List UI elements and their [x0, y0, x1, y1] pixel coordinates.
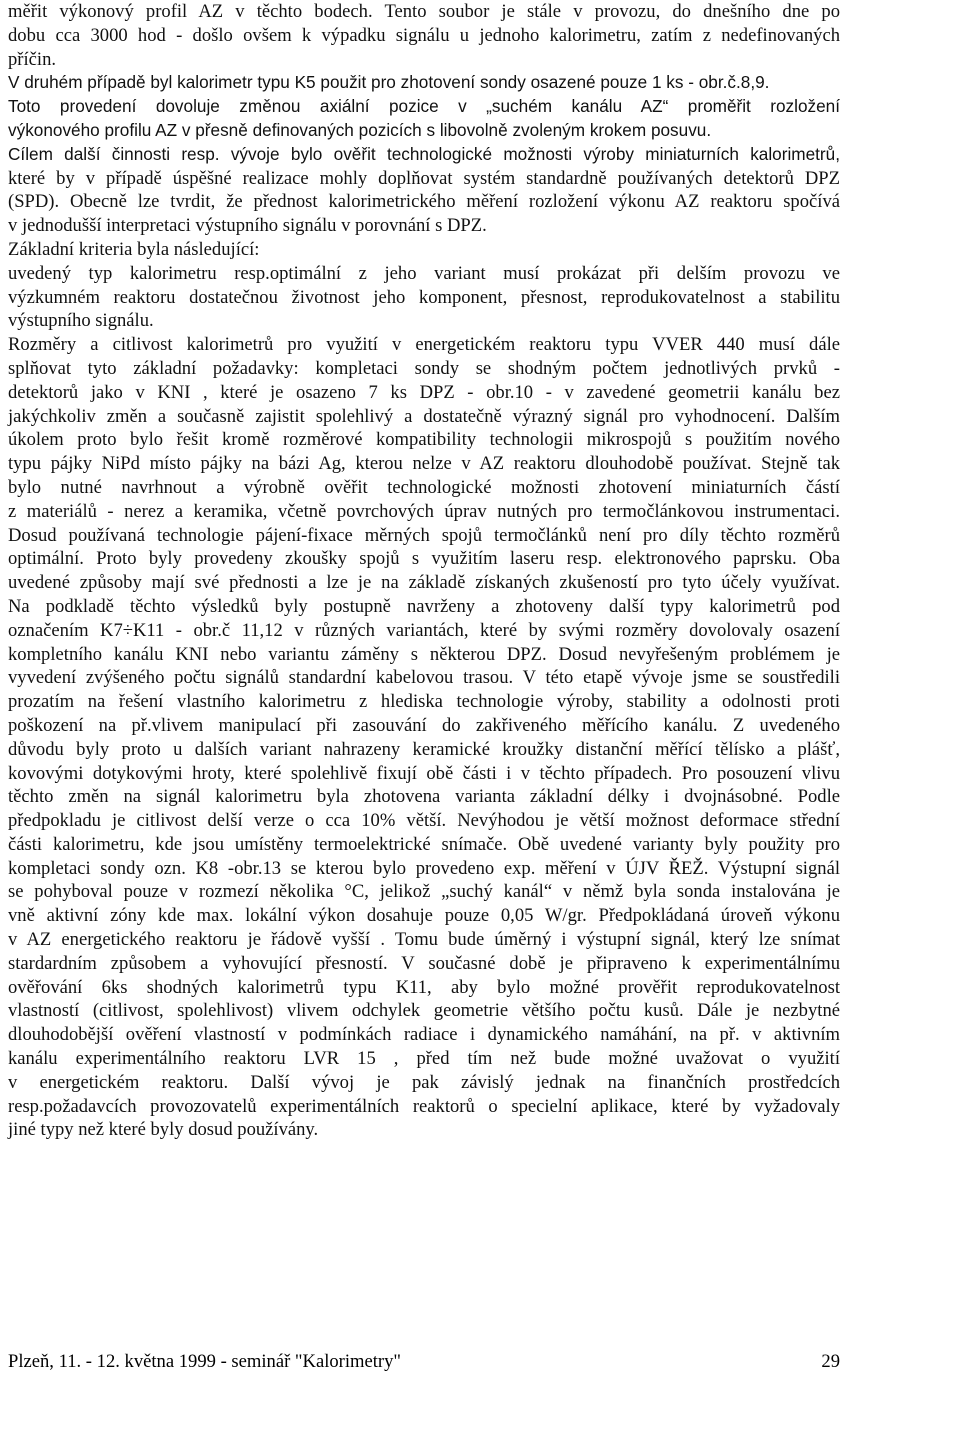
- text-line: výstupního signálu.: [8, 310, 154, 332]
- text-line: kompletního kanálu KNI nebo variantu záměny s některou DPZ. Dosud nevyřešeným problémem je: [8, 643, 840, 665]
- text-line: kompletaci sondy ozn. K8 -obr.13 se kterou bylo provedeno exp. měření v ÚJV ŘEŽ. Výstupní signál: [8, 857, 840, 879]
- text-line: Dosud používaná technologie pájení-fixace měrných spojů termočlánků není pro díly těchto rozměrů: [8, 524, 840, 546]
- text-line: výkonového profilu AZ v přesně definovaných pozicích s libovolně zvoleným krokem posuvu.: [8, 119, 712, 140]
- text-line: detektorů jako v KNI , které je osazeno 7 ks DPZ - obr.10 - v zavedené geometrii kanálu bez: [8, 381, 840, 403]
- text-line: jiné typy než které byly dosud používány.: [8, 1119, 319, 1141]
- text-line: příčin.: [8, 48, 57, 70]
- page-number: 29: [821, 1351, 840, 1372]
- text-line: Toto provedení dovoluje změnou axiální pozice v „suchém kanálu AZ“ proměřit rozložení: [8, 96, 840, 117]
- text-line: prozatím na řešení vlastního kalorimetru z hlediska technologie výroby, stability a odolnosti proti: [8, 691, 840, 713]
- text-line: dlouhodobější ověření vlastností v podmínkách radiace i dynamického namáhání, na př. v aktivním: [8, 1024, 840, 1046]
- text-line: optimální. Proto byly provedeny zkoušky spojů s využitím laseru resp. elektronového paprsku. Oba: [8, 548, 840, 570]
- text-line: vlastností (citlivost, spolehlivost) vlivem odchylek geometrie většího počtu kusů. Dále je nezbytné: [8, 1000, 840, 1022]
- text-line: uvedený typ kalorimetru resp.optimální z jeho variant musí prokázat při delším provozu ve: [8, 262, 840, 284]
- text-line: těchto změn na signál kalorimetru byla zhotovena varianta základní délky i dvojnásobné. Podle: [8, 786, 840, 808]
- text-line: stardardním způsobem a vyhovující přesností. V současné době je připraveno k experimentálnímu: [8, 952, 840, 974]
- text-line: z materiálů - nerez a keramika, včetně povrchových úprav nutných pro termočlánkovou instrumentaci.: [8, 500, 840, 522]
- text-line: v energetickém reaktoru. Další vývoj je pak závislý jednak na finančních prostředcích: [8, 1071, 840, 1093]
- text-line: kovovými dotykovými hroty, které spolehlivě fixují obě části i v těchto případech. Pro posouzení vlivu: [8, 762, 840, 784]
- text-line: Na podkladě těchto výsledků byly postupně navrženy a zhotoveny další typy kalorimetrů pod: [8, 595, 840, 617]
- text-line: předpokladu je citlivost delší verze o cca 10% větší. Nevýhodou je větší možnost deformace střední: [8, 810, 840, 832]
- text-line: v jednodušší interpretaci výstupního signálu v porovnání s DPZ.: [8, 215, 487, 237]
- text-line: resp.požadavcích provozovatelů experimentálních reaktorů o specielní aplikace, které by vyžadovaly: [8, 1095, 840, 1117]
- text-line: vyvedení zvýšeného počtu signálů standardní kabelovou trasou. V této etapě vývoje jsme se soustředili: [8, 667, 840, 689]
- text-line: označením K7÷K11 - obr.č 11,12 v různých variantách, které by svými rozměry dovolovaly osazení: [8, 619, 840, 641]
- text-line: (SPD). Obecně lze tvrdit, že přednost kalorimetrického měření rozložení výkonu AZ reaktoru spočívá: [8, 191, 840, 213]
- text-line: dobu cca 3000 hod - došlo ovšem k výpadku signálu u jednoho kalorimetru, zatím z nedefinovaných: [8, 24, 840, 46]
- text-line: typu pájky NiPd místo pájky na bázi Ag, kterou nelze v AZ reaktoru dlouhodobě používat. Stejně tak: [8, 453, 840, 475]
- text-line: měřit výkonový profil AZ v těchto bodech. Tento soubor je stále v provozu, do dnešního dne po: [8, 1, 840, 22]
- text-line: V druhém případě byl kalorimetr typu K5 použit pro zhotovení sondy osazené pouze 1 ks - obr.č.8,9.: [8, 72, 770, 93]
- text-line: důvodu byly proto u dalších variant nahrazeny keramické kroužky distanční měřící tělísko a plášť,: [8, 738, 840, 760]
- text-line: výzkumném reaktoru dostatečnou životnost jeho komponent, přesnost, reprodukovatelnost a stabilitu: [8, 286, 840, 308]
- text-line: jakýchkoliv změn a současně zajistit spolehlivý a dostatečně výrazný signál pro vyhodnocení. Dalším: [8, 405, 840, 427]
- text-line: uvedené způsoby mají své přednosti a lze je na základě získaných zkušeností pro tyto účely využívat.: [8, 572, 840, 594]
- text-line: splňovat tyto základní požadavky: kompletaci sondy se shodným počtem jednotlivých prvků -: [8, 357, 840, 379]
- text-line: Rozměry a citlivost kalorimetrů pro využití v energetickém reaktoru typu VVER 440 musí dále: [8, 334, 840, 356]
- body-text: [8, 0, 840, 1142]
- text-line: které by v případě úspěšné realizace mohly doplňovat systém standardně používaných detektorů DPZ: [8, 167, 840, 189]
- text-line: se pohyboval pouze v rozmezí několika °C, jelikož „suchý kanál“ v němž byla sonda instalována je: [8, 881, 840, 903]
- text-line: poškození na př.vlivem manipulací při zasouvání do zakřiveného měřícího kanálu. Z uvedeného: [8, 714, 840, 736]
- page-footer: [8, 1351, 840, 1373]
- text-line: v AZ energetického reaktoru je řádově vyšší . Tomu bude úměrný i výstupní signál, který lze snímat: [8, 929, 840, 951]
- text-line: ověřování 6ks shodných kalorimetrů typu K11, aby bylo možné prověřit reprodukovatelnost: [8, 976, 840, 998]
- text-line: části kalorimetru, kde jsou umístěny termoelektrické snímače. Obě uvedené varianty byly použity pro: [8, 833, 840, 855]
- text-line: kanálu experimentálního reaktoru LVR 15 , před tím než bude možné uvažovat o využití: [8, 1048, 840, 1070]
- footer-event: Plzeň, 11. - 12. května 1999 - seminář "Kalorimetry": [8, 1351, 401, 1372]
- text-line: vně aktivní zóny kde max. lokální výkon dosahuje pouze 0,05 W/gr. Předpokládaná úroveň výkonu: [8, 905, 840, 927]
- text-line: Základní kriteria byla následující:: [8, 238, 260, 260]
- text-line: úkolem proto bylo řešit kromě rozměrové kompatibility technologii mikrospojů s použitím nového: [8, 429, 840, 451]
- text-line: bylo nutné navrhnout a výrobně ověřit technologické možnosti zhotovení miniaturních částí: [8, 476, 840, 498]
- document-page: [8, 0, 840, 1142]
- text-line: Cílem další činnosti resp. vývoje bylo ověřit technologické možnosti výroby miniaturních kalorimetrů,: [8, 143, 840, 164]
